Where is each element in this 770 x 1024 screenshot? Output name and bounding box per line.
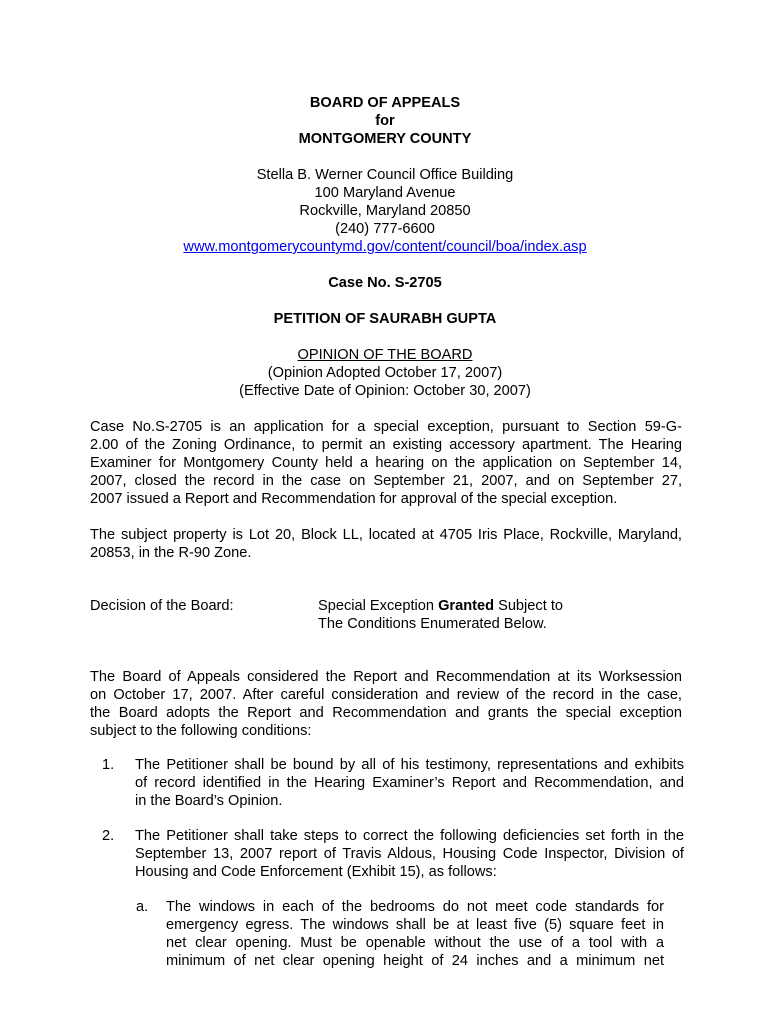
decision-suffix: Subject to — [494, 598, 563, 614]
condition-line: The Petitioner shall be bound by all of his testimony, representations and exhibits — [135, 757, 684, 773]
paragraph-line: 20853, in the R-90 Zone. — [90, 545, 252, 561]
opinion-block — [0, 346, 770, 400]
header-title: BOARD OF APPEALS — [309, 95, 461, 111]
paragraph-line: 2007 issued a Report and Recommendation for approval of the special exception. — [90, 491, 618, 507]
subcondition-line: minimum of net clear opening height of 24 inches and a minimum net — [166, 953, 664, 969]
address-street: 100 Maryland Avenue — [314, 185, 456, 201]
paragraph-property — [90, 526, 682, 562]
website-link[interactable]: www.montgomerycountymd.gov/content/council/boa/index.asp — [183, 239, 587, 255]
paragraph-line: subject to the following conditions: — [90, 723, 312, 739]
paragraph-line: The subject property is Lot 20, Block LL, located at 4705 Iris Place, Rockville, Maryland, — [90, 527, 682, 543]
paragraph-board-consideration — [90, 668, 682, 740]
case-number: Case No. S-2705 — [328, 275, 442, 291]
paragraph-line: 2.00 of the Zoning Ordinance, to permit an existing accessory apartment. The Hearing — [90, 437, 682, 453]
address-phone: (240) 777-6600 — [335, 221, 435, 237]
paragraph-line: on October 17, 2007. After careful consideration and review of the record in the case, — [90, 687, 682, 703]
decision-granted: Granted — [438, 598, 495, 614]
subcondition-line: The windows in each of the bedrooms do not meet code standards for — [166, 899, 664, 915]
paragraph-line: The Board of Appeals considered the Report and Recommendation at its Worksession — [90, 669, 682, 685]
case-number-block — [0, 274, 770, 292]
opinion-title: OPINION OF THE BOARD — [297, 347, 473, 363]
paragraph-application — [90, 418, 682, 508]
decision-prefix: Special Exception — [318, 598, 439, 614]
subcondition-letter: a. — [136, 899, 149, 915]
paragraph-line: Case No.S-2705 is an application for a special exception, pursuant to Section 59-G- — [90, 419, 682, 435]
decision-conditions: The Conditions Enumerated Below. — [318, 616, 547, 632]
opinion-adopted: (Opinion Adopted October 17, 2007) — [267, 365, 503, 381]
petition-block — [0, 310, 770, 328]
condition-line: September 13, 2007 report of Travis Aldous, Housing Code Inspector, Division of — [135, 846, 684, 862]
condition-line: of record identified in the Hearing Examiner’s Report and Recommendation, and — [135, 775, 684, 791]
address-building: Stella B. Werner Council Office Building — [256, 167, 514, 183]
document-header — [0, 94, 770, 148]
condition-line: The Petitioner shall take steps to correct the following deficiencies set forth in the — [135, 828, 684, 844]
address-block — [0, 166, 770, 256]
decision-value — [318, 597, 688, 633]
paragraph-line: Examiner for Montgomery County held a hearing on the application on September 14, — [90, 455, 682, 471]
opinion-effective: (Effective Date of Opinion: October 30, 2007) — [239, 383, 531, 399]
address-city: Rockville, Maryland 20850 — [299, 203, 471, 219]
condition-text — [135, 827, 684, 881]
petition-title: PETITION OF SAURABH GUPTA — [273, 311, 497, 327]
condition-number: 2. — [102, 828, 115, 844]
condition-line: Housing and Code Enforcement (Exhibit 15), as follows: — [135, 864, 497, 880]
decision-label: Decision of the Board: — [90, 598, 234, 614]
paragraph-line: the Board adopts the Report and Recommendation and grants the special exception — [90, 705, 682, 721]
subcondition-line: net clear opening. Must be openable without the use of a tool with a — [166, 935, 664, 951]
header-for: for — [375, 113, 395, 129]
subcondition-line: emergency egress. The windows shall be at least five (5) square feet in — [166, 917, 664, 933]
header-county: MONTGOMERY COUNTY — [298, 131, 472, 147]
subcondition-text — [166, 898, 664, 970]
paragraph-line: 2007, closed the record in the case on September 21, 2007, and on September 27, — [90, 473, 682, 489]
condition-line: in the Board’s Opinion. — [135, 793, 283, 809]
condition-number: 1. — [102, 757, 115, 773]
condition-text — [135, 756, 684, 810]
